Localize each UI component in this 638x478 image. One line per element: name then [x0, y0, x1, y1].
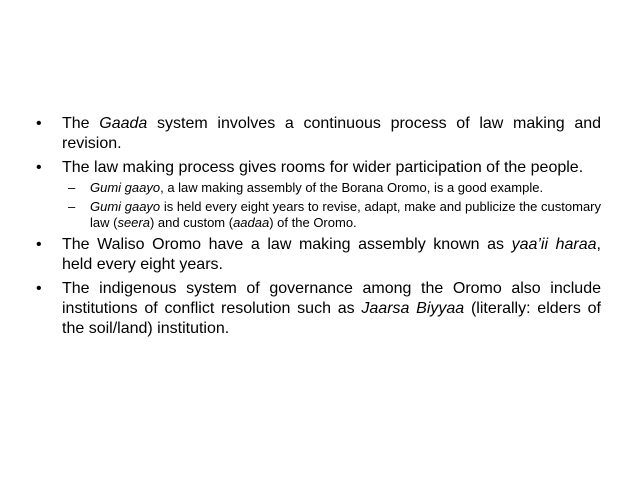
sub-bullet-text: Gumi gaayo is held every eight years to revise, adapt, make and publicize the customary law (seera) and custom (aadaa) of the Oromo. [90, 199, 601, 230]
sub-bullet-item [62, 199, 601, 231]
bullet-item [36, 235, 601, 275]
emphasis-term: aadaa [233, 215, 270, 230]
bullet-text: The Waliso Oromo have a law making assembly known as yaa’ii haraa, held every eight years. [62, 236, 601, 273]
emphasis-term: Gumi gaayo [90, 199, 161, 214]
bullet-marker: • [36, 159, 42, 176]
bullet-text: The law making process gives rooms for wider participation of the people. [62, 159, 584, 176]
sub-bullet-marker: – [68, 199, 76, 214]
emphasis-term: Jaarsa Biyyaa [361, 300, 465, 317]
sub-bullet-item [62, 180, 601, 196]
bullet-item [36, 114, 601, 154]
emphasis-term: yaa’ii haraa [511, 236, 597, 253]
bullet-list [36, 114, 601, 343]
emphasis-term: seera [117, 215, 150, 230]
sub-bullet-list [62, 180, 601, 231]
emphasis-term: Gumi gaayo [90, 180, 161, 195]
bullet-item [36, 158, 601, 231]
bullet-marker: • [36, 280, 42, 297]
bullet-marker: • [36, 115, 42, 132]
sub-bullet-text: Gumi gaayo, a law making assembly of the Borana Oromo, is a good example. [90, 180, 544, 195]
bullet-marker: • [36, 236, 42, 253]
bullet-item [36, 279, 601, 339]
sub-bullet-marker: – [68, 180, 76, 195]
emphasis-term: Gaada [99, 115, 148, 132]
bullet-text: The Gaada system involves a continuous process of law making and revision. [62, 115, 602, 152]
bullet-text: The indigenous system of governance among the Oromo also include institutions of conflict resolution such as Jaarsa Biyyaa (literally: elders of the soil/land) institution. [62, 280, 601, 337]
